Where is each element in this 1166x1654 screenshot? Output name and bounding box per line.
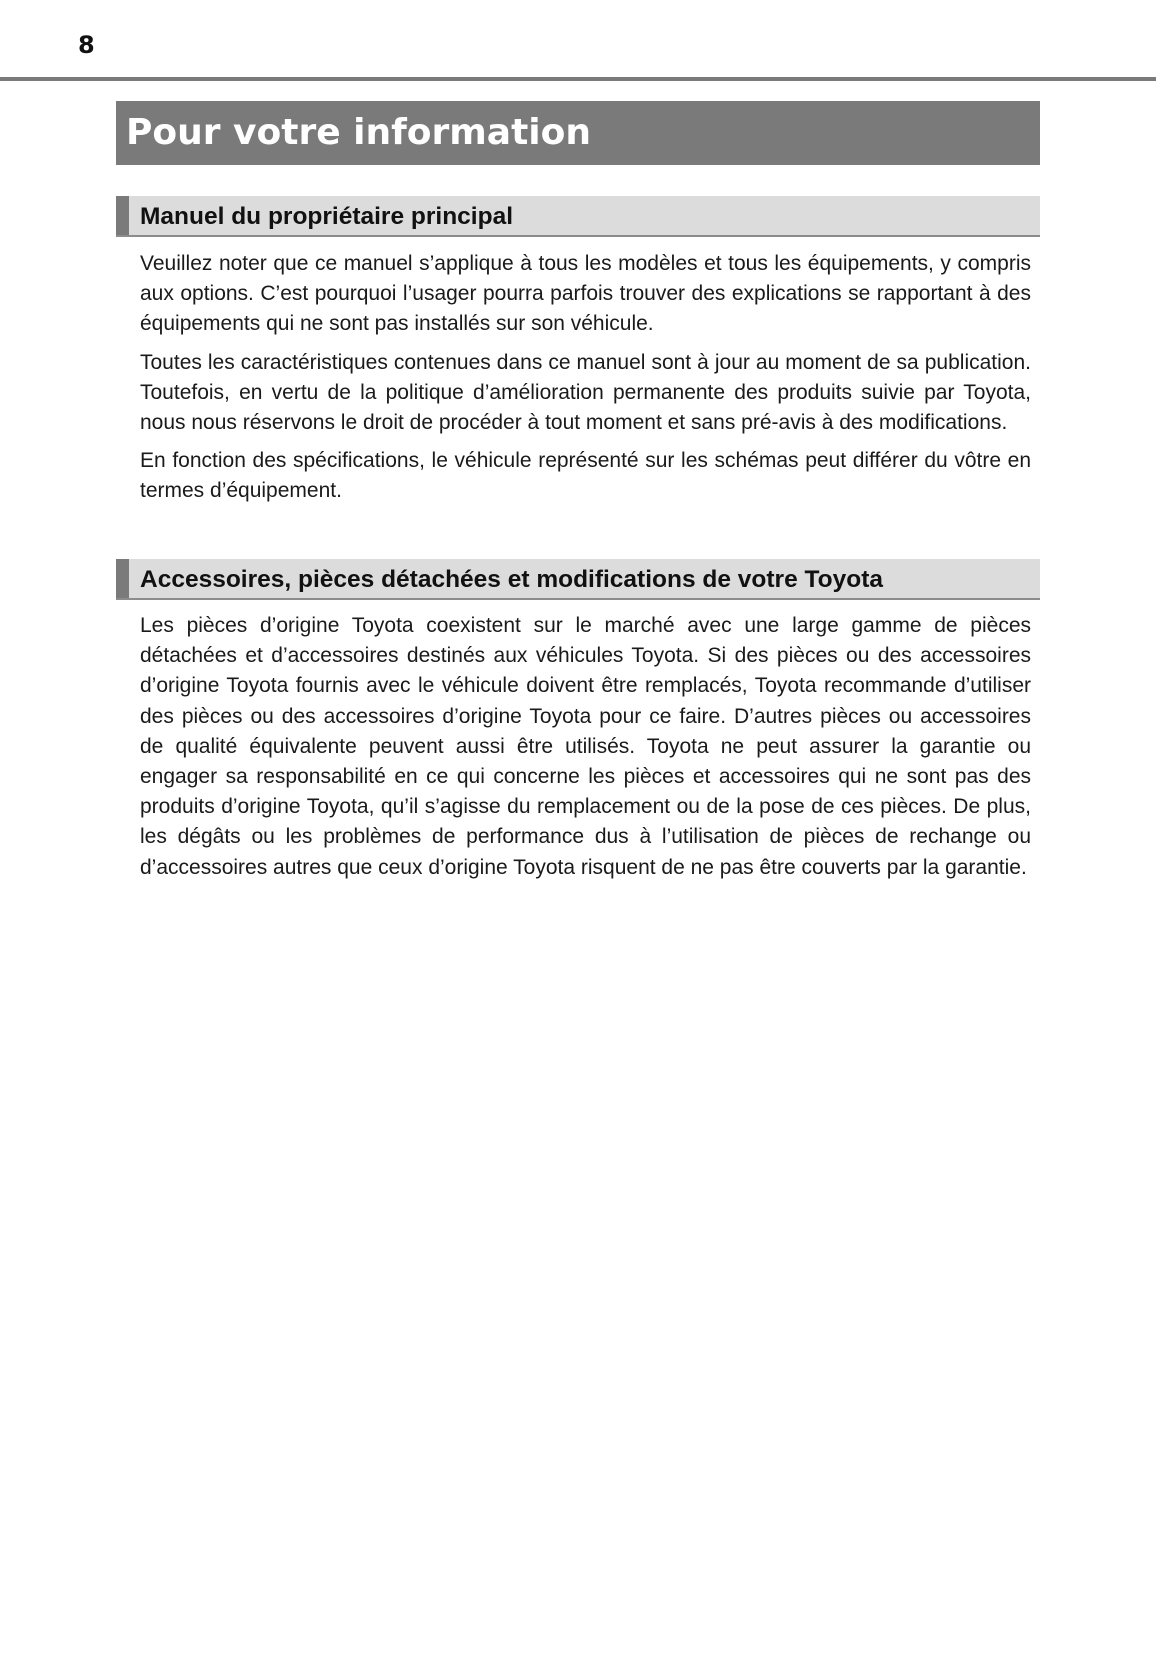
section-heading-accessories (116, 559, 1040, 600)
page-title-bar (116, 101, 1040, 165)
paragraph: Veuillez noter que ce manuel s’applique à tous les modèles et tous les équipements, y compris aux options. C’est pourquoi l’usager pourra parfois trouver des explications se rapportant à des équipements qui ne sont pas installés sur son véhicule. (140, 252, 1031, 336)
header-rule (0, 77, 1156, 81)
section-body-owners-manual (140, 249, 1031, 515)
section-body-accessories (140, 611, 1031, 891)
paragraph: Toutes les caractéristiques contenues dans ce manuel sont à jour au moment de sa publication. Toutefois, en vertu de la politique d’amélioration permanente des produits suivie par Toyota, nous nous réservons le droit de procéder à tout moment et sans pré-avis à des modifications. (140, 350, 1031, 435)
section-heading-label: Manuel du propriétaire principal (140, 203, 514, 230)
page-title: Pour votre information (126, 112, 591, 153)
page-number: 8 (78, 31, 95, 59)
section-heading-label: Accessoires, pièces détachées et modifications de votre Toyota (140, 566, 883, 593)
section-marker (116, 559, 129, 598)
paragraph: En fonction des spécifications, le véhicule représenté sur les schémas peut différer du vôtre en termes d’équipement. (140, 449, 1031, 503)
section-marker (116, 196, 129, 235)
section-heading-owners-manual (116, 196, 1040, 237)
paragraph: Les pièces d’origine Toyota coexistent sur le marché avec une large gamme de pièces détachées et d’accessoires destinés aux véhicules Toyota. Si des pièces ou des accessoires d’origine Toyota fournis avec le véhicule doivent être remplacés, Toyota recommande d’utiliser des pièces ou des accessoires d’origine Toyota pour ce faire. D’autres pièces ou accessoires de qualité équivalente peuvent aussi être utilisés. Toyota ne peut assurer la garantie ou engager sa responsabilité en ce qui concerne les pièces et accessoires qui ne sont pas des produits d’origine Toyota, qu’il s’agisse du remplacement ou de la pose de ces pièces. De plus, les dégâts ou les problèmes de performance dus à l’utilisation de pièces de rechange ou d’accessoires autres que ceux d’origine Toyota risquent de ne pas être couverts par la garantie. (140, 614, 1031, 879)
